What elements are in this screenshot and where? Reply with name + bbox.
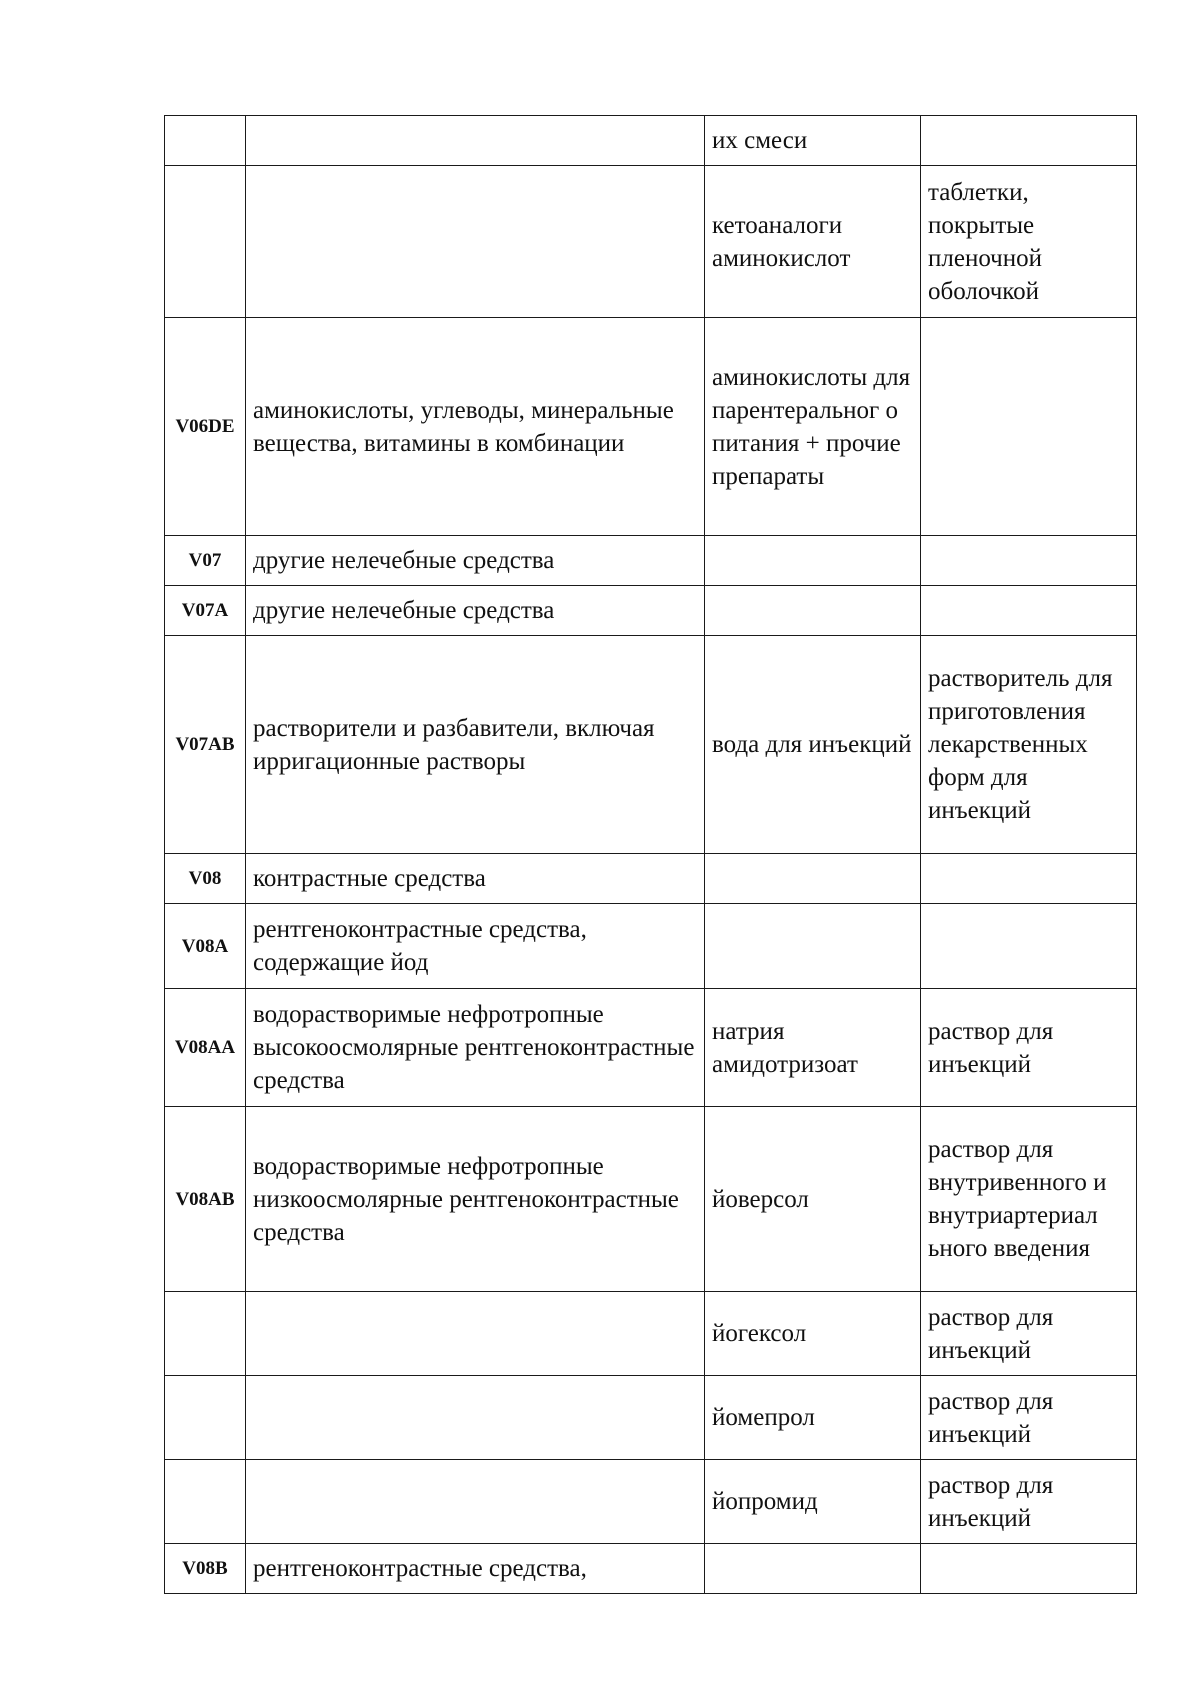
drug-cell: их смеси — [705, 116, 921, 166]
group-cell: водорастворимые нефротропные высокоосмолярные рентгеноконтрастные средства — [246, 989, 705, 1107]
atc-code-cell: V08 — [165, 854, 246, 904]
drug-cell — [705, 1544, 921, 1594]
form-cell: раствор для инъекций — [921, 1292, 1137, 1376]
drug-cell: йоверсол — [705, 1107, 921, 1292]
group-cell: растворители и разбавители, включая ирригационные растворы — [246, 636, 705, 854]
medicines-table — [164, 115, 1137, 1594]
group-cell — [246, 1376, 705, 1460]
group-cell — [246, 1460, 705, 1544]
form-cell — [921, 318, 1137, 536]
form-cell — [921, 536, 1137, 586]
table-row — [165, 1376, 1137, 1460]
atc-code-cell: V08AA — [165, 989, 246, 1107]
atc-code-cell: V07A — [165, 586, 246, 636]
atc-code-cell: V06DE — [165, 318, 246, 536]
form-cell — [921, 904, 1137, 989]
table-row — [165, 989, 1137, 1107]
drug-cell — [705, 854, 921, 904]
group-cell: рентгеноконтрастные средства, содержащие йод — [246, 904, 705, 989]
drug-cell: йогексол — [705, 1292, 921, 1376]
table-row — [165, 318, 1137, 536]
atc-code-cell: V07 — [165, 536, 246, 586]
atc-code-cell — [165, 1376, 246, 1460]
drug-cell: аминокислоты для парентеральног о питания + прочие препараты — [705, 318, 921, 536]
table-row — [165, 1544, 1137, 1594]
form-cell: растворитель для приготовления лекарственных форм для инъекций — [921, 636, 1137, 854]
group-cell: другие нелечебные средства — [246, 536, 705, 586]
group-cell — [246, 1292, 705, 1376]
form-cell — [921, 854, 1137, 904]
group-cell: другие нелечебные средства — [246, 586, 705, 636]
atc-code-cell: V08A — [165, 904, 246, 989]
atc-code-cell — [165, 1292, 246, 1376]
drug-cell: натрия амидотризоат — [705, 989, 921, 1107]
atc-code-cell — [165, 1460, 246, 1544]
atc-code-cell: V08B — [165, 1544, 246, 1594]
table-row — [165, 116, 1137, 166]
group-cell: контрастные средства — [246, 854, 705, 904]
group-cell: аминокислоты, углеводы, минеральные вещества, витамины в комбинации — [246, 318, 705, 536]
form-cell — [921, 586, 1137, 636]
group-cell: водорастворимые нефротропные низкоосмолярные рентгеноконтрастные средства — [246, 1107, 705, 1292]
drug-cell: йопромид — [705, 1460, 921, 1544]
form-cell: раствор для инъекций — [921, 989, 1137, 1107]
group-cell — [246, 116, 705, 166]
atc-code-cell: V08AB — [165, 1107, 246, 1292]
table-row — [165, 536, 1137, 586]
drug-cell — [705, 586, 921, 636]
drug-cell: вода для инъекций — [705, 636, 921, 854]
atc-code-cell: V07AB — [165, 636, 246, 854]
table-row — [165, 636, 1137, 854]
table-row — [165, 166, 1137, 318]
atc-code-cell — [165, 116, 246, 166]
drug-cell: кетоаналоги аминокислот — [705, 166, 921, 318]
group-cell — [246, 166, 705, 318]
drug-cell — [705, 904, 921, 989]
drug-cell — [705, 536, 921, 586]
atc-code-cell — [165, 166, 246, 318]
table-row — [165, 904, 1137, 989]
form-cell — [921, 1544, 1137, 1594]
table-row — [165, 1107, 1137, 1292]
form-cell: таблетки, покрытые пленочной оболочкой — [921, 166, 1137, 318]
table-row — [165, 1460, 1137, 1544]
table-row — [165, 1292, 1137, 1376]
table-row — [165, 854, 1137, 904]
form-cell — [921, 116, 1137, 166]
form-cell: раствор для инъекций — [921, 1460, 1137, 1544]
group-cell: рентгеноконтрастные средства, — [246, 1544, 705, 1594]
table-row — [165, 586, 1137, 636]
form-cell: раствор для инъекций — [921, 1376, 1137, 1460]
form-cell: раствор для внутривенного и внутриартериал ьного введения — [921, 1107, 1137, 1292]
drug-cell: йомепрол — [705, 1376, 921, 1460]
